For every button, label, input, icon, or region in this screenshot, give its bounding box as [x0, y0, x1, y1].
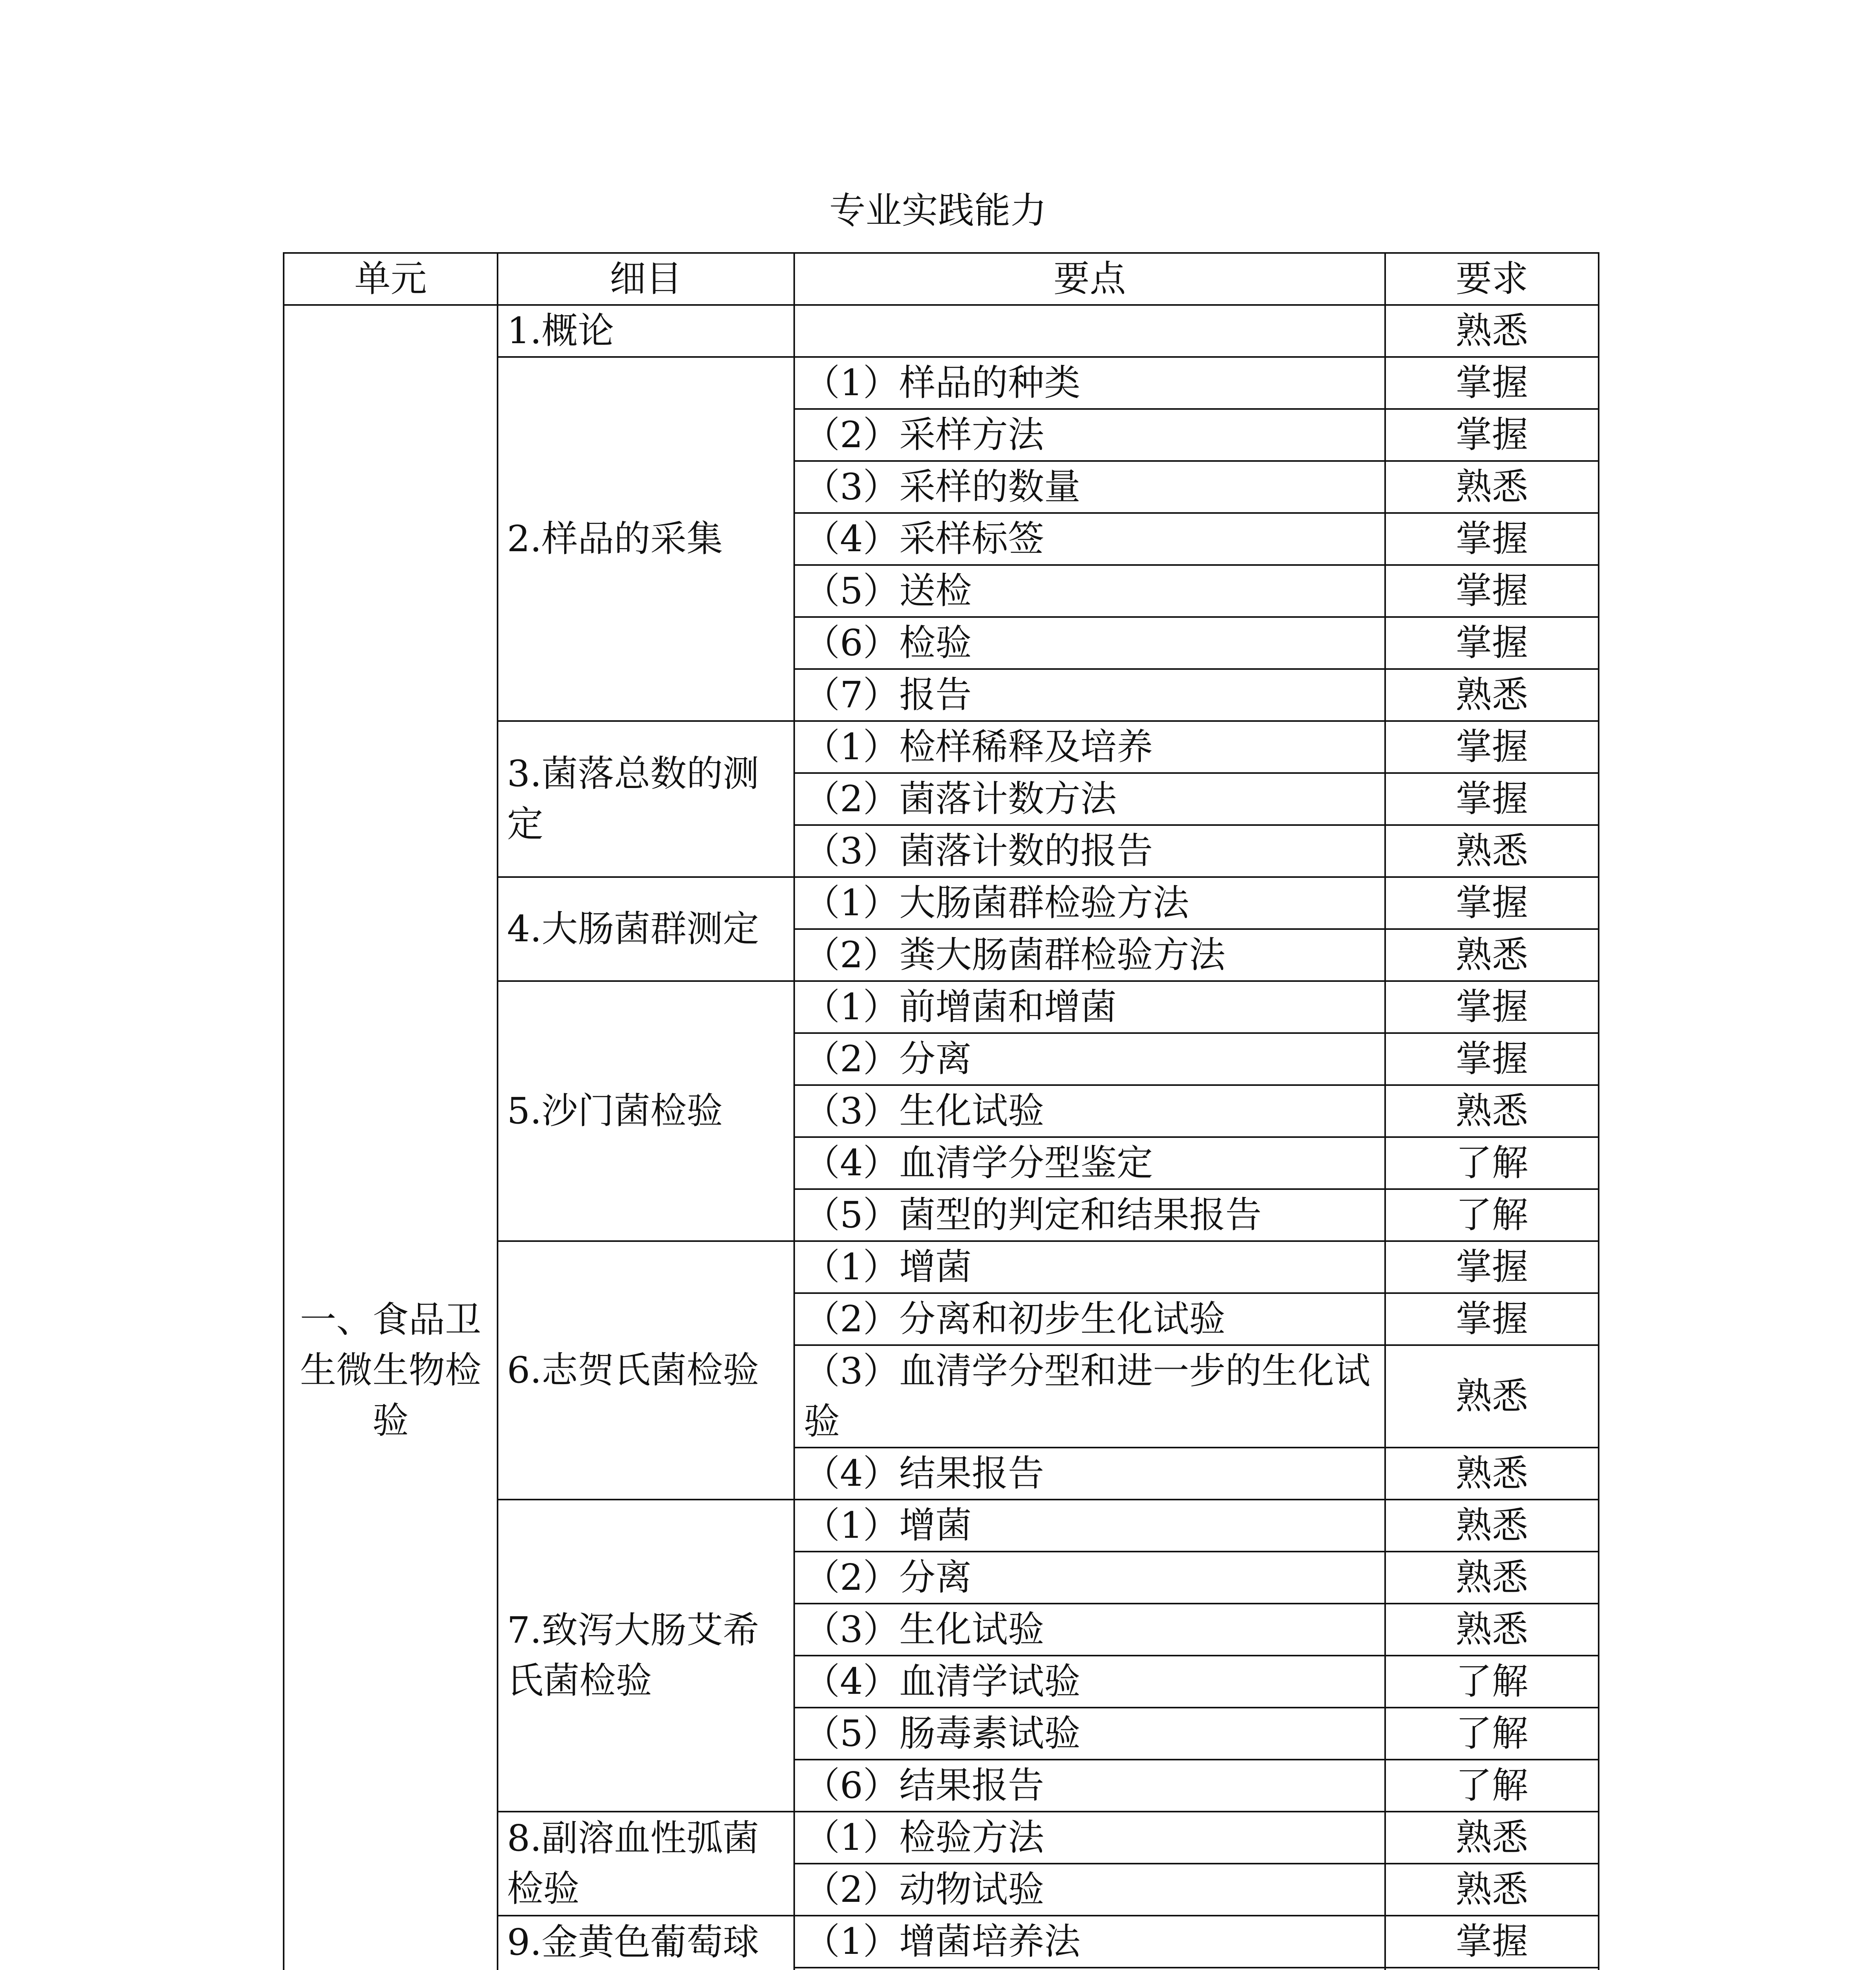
point-cell: （4）血清学试验 [794, 1656, 1385, 1708]
requirement-cell: 熟悉 [1385, 929, 1599, 981]
requirement-cell: 掌握 [1385, 721, 1599, 773]
point-cell: （3）采样的数量 [794, 461, 1385, 513]
detail-cell: 1.概论 [498, 305, 794, 357]
point-cell [794, 1968, 1385, 1970]
point-cell: （3）生化试验 [794, 1604, 1385, 1656]
requirement-cell: 熟悉 [1385, 669, 1599, 721]
requirement-cell: 了解 [1385, 1760, 1599, 1812]
point-cell: （2）动物试验 [794, 1864, 1385, 1916]
requirement-cell: 掌握 [1385, 981, 1599, 1033]
header-unit: 单元 [284, 253, 498, 305]
point-cell: （5）菌型的判定和结果报告 [794, 1189, 1385, 1241]
detail-cell: 3.菌落总数的测定 [498, 721, 794, 877]
requirement-cell: 熟悉 [1385, 1552, 1599, 1604]
point-cell: （7）报告 [794, 669, 1385, 721]
point-cell: （1）增菌 [794, 1241, 1385, 1293]
detail-cell: 4.大肠菌群测定 [498, 877, 794, 981]
requirement-cell: 掌握 [1385, 617, 1599, 669]
requirement-cell: 熟悉 [1385, 1085, 1599, 1137]
point-cell: （2）菌落计数方法 [794, 773, 1385, 825]
detail-cell: 2.样品的采集 [498, 357, 794, 721]
detail-cell: 5.沙门菌检验 [498, 981, 794, 1241]
point-cell: （5）送检 [794, 565, 1385, 617]
detail-cell: 9.金黄色葡萄球 [498, 1916, 794, 1970]
table-row [284, 305, 1599, 357]
requirement-cell: 熟悉 [1385, 305, 1599, 357]
point-cell: （1）前增菌和增菌 [794, 981, 1385, 1033]
requirement-cell: 了解 [1385, 1708, 1599, 1760]
point-cell: （1）检验方法 [794, 1812, 1385, 1864]
requirement-cell: 熟悉 [1385, 461, 1599, 513]
requirement-cell: 掌握 [1385, 877, 1599, 929]
point-cell: （1）增菌培养法 [794, 1916, 1385, 1968]
point-cell: （3）血清学分型和进一步的生化试验 [794, 1345, 1385, 1448]
header-point: 要点 [794, 253, 1385, 305]
point-cell: （5）肠毒素试验 [794, 1708, 1385, 1760]
requirement-cell: 掌握 [1385, 357, 1599, 409]
page-title: 专业实践能力 [829, 190, 1047, 232]
point-cell: （6）检验 [794, 617, 1385, 669]
requirement-cell: 掌握 [1385, 773, 1599, 825]
point-cell: （1）增菌 [794, 1500, 1385, 1552]
point-cell: （1）检样稀释及培养 [794, 721, 1385, 773]
point-cell: （6）结果报告 [794, 1760, 1385, 1812]
requirement-cell: 了解 [1385, 1189, 1599, 1241]
requirement-cell: 熟悉 [1385, 1604, 1599, 1656]
requirement-cell: 熟悉 [1385, 1812, 1599, 1864]
requirement-cell: 熟悉 [1385, 1500, 1599, 1552]
detail-cell: 6.志贺氏菌检验 [498, 1241, 794, 1500]
header-requirement: 要求 [1385, 253, 1599, 305]
requirement-cell: 掌握 [1385, 1916, 1599, 1968]
point-cell: （3）生化试验 [794, 1085, 1385, 1137]
requirement-cell: 熟悉 [1385, 1864, 1599, 1916]
requirement-cell: 掌握 [1385, 1293, 1599, 1345]
detail-cell: 8.副溶血性弧菌检验 [498, 1812, 794, 1916]
point-cell: （1）大肠菌群检验方法 [794, 877, 1385, 929]
table-body [284, 305, 1599, 1970]
point-cell: （4）结果报告 [794, 1448, 1385, 1500]
point-cell: （3）菌落计数的报告 [794, 825, 1385, 877]
syllabus-table [283, 252, 1599, 1970]
requirement-cell: 掌握 [1385, 409, 1599, 461]
point-cell [794, 305, 1385, 357]
requirement-cell: 掌握 [1385, 1033, 1599, 1085]
requirement-cell: 掌握 [1385, 565, 1599, 617]
requirement-cell [1385, 1968, 1599, 1970]
point-cell: （1）样品的种类 [794, 357, 1385, 409]
point-cell: （2）分离和初步生化试验 [794, 1293, 1385, 1345]
requirement-cell: 了解 [1385, 1137, 1599, 1189]
table-header-row [284, 253, 1599, 305]
requirement-cell: 掌握 [1385, 513, 1599, 565]
point-cell: （4）血清学分型鉴定 [794, 1137, 1385, 1189]
detail-cell: 7.致泻大肠艾希氏菌检验 [498, 1500, 794, 1812]
requirement-cell: 熟悉 [1385, 1345, 1599, 1448]
header-detail: 细目 [498, 253, 794, 305]
requirement-cell: 了解 [1385, 1656, 1599, 1708]
point-cell: （2）采样方法 [794, 409, 1385, 461]
point-cell: （4）采样标签 [794, 513, 1385, 565]
point-cell: （2）分离 [794, 1552, 1385, 1604]
point-cell: （2）分离 [794, 1033, 1385, 1085]
point-cell: （2）粪大肠菌群检验方法 [794, 929, 1385, 981]
requirement-cell: 掌握 [1385, 1241, 1599, 1293]
requirement-cell: 熟悉 [1385, 825, 1599, 877]
unit-cell: 一、食品卫生微生物检验 [284, 305, 498, 1970]
requirement-cell: 熟悉 [1385, 1448, 1599, 1500]
